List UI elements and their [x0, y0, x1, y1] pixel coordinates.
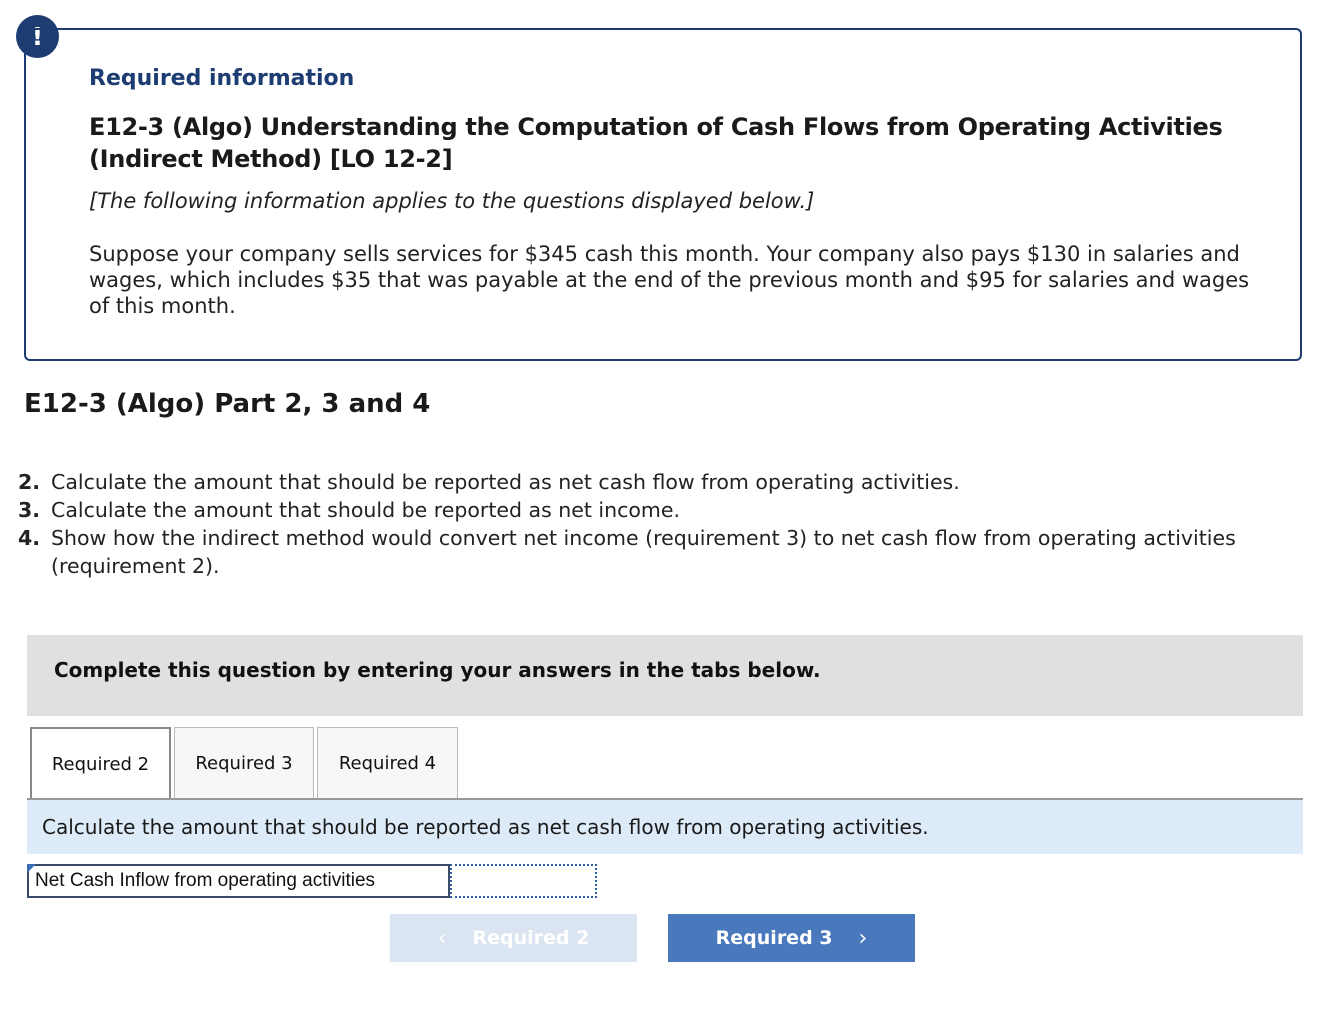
requirement-text: Show how the indirect method would convert net income (requirement 3) to net cash flow from operating activities (requirement 2).: [51, 526, 1236, 578]
part-title: E12-3 (Algo) Part 2, 3 and 4: [24, 389, 431, 419]
requirement-text: Calculate the amount that should be reported as net cash flow from operating activities.: [51, 470, 960, 494]
tab-prompt: [27, 800, 1303, 854]
previous-button: [390, 914, 637, 962]
requirement-number: 4.: [18, 526, 41, 550]
requirement-item: [18, 496, 1318, 524]
required-information-heading: Required information: [89, 66, 355, 91]
scenario-text: Suppose your company sells services for $345 cash this month. Your company also pays $130 in salaries and wages, which includes $35 that was payable at the end of the previous month and $95 for salaries and wages of this month.: [89, 242, 1250, 318]
requirement-number: 2.: [18, 470, 41, 494]
requirement-number: 3.: [18, 498, 41, 522]
exercise-title: E12-3 (Algo) Understanding the Computation of Cash Flows from Operating Activities (Indirect Method) [LO 12-2]: [89, 113, 1223, 173]
exclamation-icon: !: [16, 15, 59, 58]
tab-required-4[interactable]: Required 4: [317, 727, 458, 799]
next-button[interactable]: [668, 914, 915, 962]
next-button-label: Required 3: [715, 927, 833, 949]
tab-prompt-text: Calculate the amount that should be reported as net cash flow from operating activities.: [42, 815, 929, 839]
chevron-right-icon: ›: [858, 925, 868, 951]
requirements-list: [18, 468, 1318, 580]
tab-required-3[interactable]: Required 3: [174, 727, 314, 799]
tab-required-2[interactable]: Required 2: [30, 727, 171, 799]
chevron-left-icon: ‹: [437, 925, 447, 951]
instructions-text: Complete this question by entering your answers in the tabs below.: [54, 658, 821, 682]
info-note: [The following information applies to the questions displayed below.]: [89, 189, 815, 213]
instructions-banner: [27, 635, 1303, 716]
requirement-text: Calculate the amount that should be reported as net income.: [51, 498, 681, 522]
requirement-item: [18, 524, 1318, 580]
previous-button-label: Required 2: [472, 927, 590, 949]
requirement-item: [18, 468, 1318, 496]
answer-row-label: Net Cash Inflow from operating activities: [27, 864, 450, 898]
net-cash-inflow-input[interactable]: [450, 864, 597, 898]
